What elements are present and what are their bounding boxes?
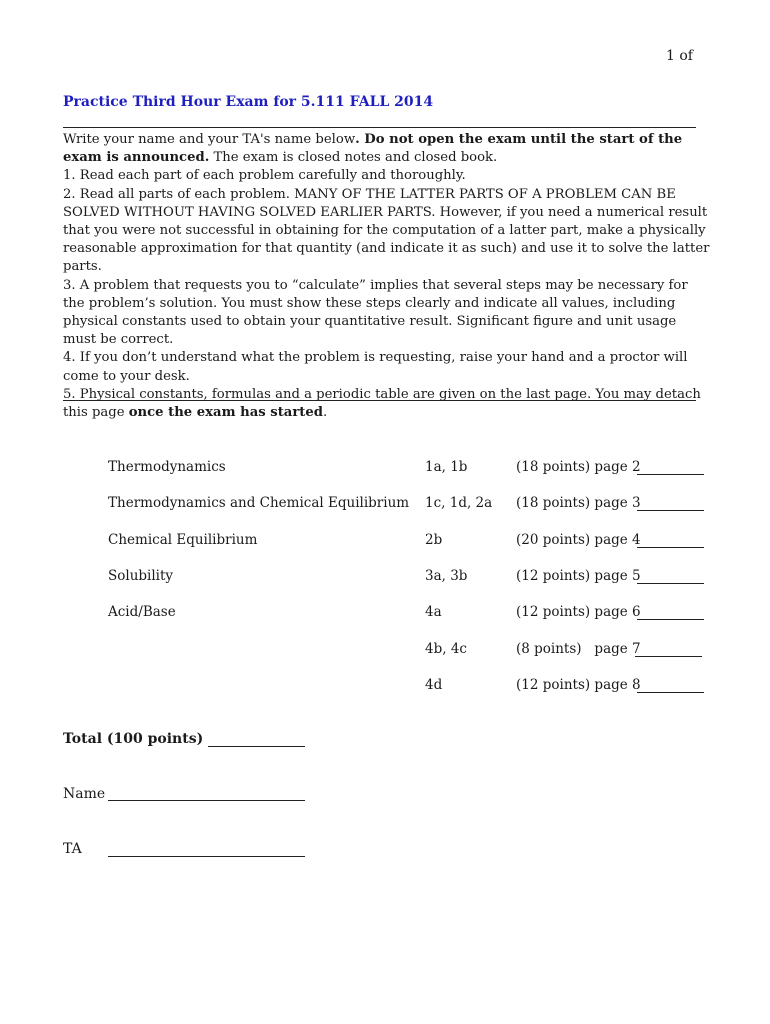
section-row-6 [0, 641, 770, 661]
score-blank[interactable] [637, 510, 704, 511]
section-score: (12 points) page 6 [516, 604, 641, 620]
section-row-3 [0, 532, 770, 552]
exam-title: Practice Third Hour Exam for 5.111 FALL 2014 [63, 94, 434, 110]
section-score: (20 points) page 4 [516, 532, 641, 548]
name-field[interactable] [108, 800, 305, 801]
section-score: (8 points) page 7 [516, 641, 641, 657]
section-topic: Solubility [108, 568, 174, 584]
instruction-item-5 [63, 386, 713, 422]
score-blank[interactable] [635, 656, 702, 657]
intro-tail: The exam is closed notes and closed book. [209, 150, 498, 166]
section-row-1 [0, 459, 770, 479]
section-topic: Chemical Equilibrium [108, 532, 258, 548]
top-rule [63, 127, 696, 128]
total-field[interactable] [208, 746, 305, 747]
section-score: (18 points) page 2 [516, 459, 641, 475]
total-label: Total (100 points) [63, 731, 204, 747]
section-parts: 1c, 1d, 2a [425, 495, 493, 511]
instruction-item-2: 2. Read all parts of each problem. MANY OF THE LATTER PARTS OF A PROBLEM CAN BE SOLVED WITHOUT HAVING SOLVED EARLIER PARTS. However, if you need a numerical result that you were not successful in obtaining for the computation of a latter part, make a physically reasonable approximation for that quantity (and indicate it as such) and use it to solve the latter parts. [63, 186, 710, 275]
section-parts: 1a, 1b [425, 459, 468, 475]
ta-field[interactable] [108, 856, 305, 857]
section-parts: 3a, 3b [425, 568, 468, 584]
section-topic: Thermodynamics [108, 459, 226, 475]
instruction-item-1: 1. Read each part of each problem carefully and thoroughly. [63, 168, 466, 184]
section-score: (12 points) page 5 [516, 568, 641, 584]
score-blank[interactable] [637, 547, 704, 548]
intro-bold: . Do not open the exam until the start of the exam is announced. [63, 132, 683, 166]
section-parts: 4a [425, 604, 442, 620]
score-blank[interactable] [637, 583, 704, 584]
intro-paragraph [63, 131, 713, 167]
instruction-item-4: 4. If you don’t understand what the problem is requesting, raise your hand and a proctor will come to your desk. [63, 350, 688, 384]
bottom-rule [63, 400, 696, 401]
section-row-7 [0, 677, 770, 697]
instruction-item-3: 3. A problem that requests you to “calculate” implies that several steps may be necessary for the problem’s solution. You must show these steps clearly and indicate all values, including physical constants used to obtain your quantitative result. Significant figure and unit usage must be correct. [63, 277, 688, 348]
item5-plain: 5. Physical constants, formulas and a periodic table are given on the last page. You may detach this page [63, 386, 701, 421]
section-parts: 4d [425, 677, 443, 693]
page-number: 1 of [666, 48, 693, 64]
section-parts: 4b, 4c [425, 641, 467, 657]
item5-bold: once the exam has started [128, 405, 323, 421]
section-topic: Thermodynamics and Chemical Equilibrium [108, 495, 410, 511]
item5-tail: . [322, 405, 328, 421]
name-label: Name [63, 786, 106, 802]
section-score: (18 points) page 3 [516, 495, 641, 511]
section-parts: 2b [425, 532, 443, 548]
section-row-5 [0, 604, 770, 624]
instructions [63, 131, 713, 422]
score-blank[interactable] [637, 692, 704, 693]
score-blank[interactable] [637, 474, 704, 475]
section-topic: Acid/Base [108, 604, 176, 620]
score-blank[interactable] [637, 619, 704, 620]
ta-label: TA [63, 841, 82, 857]
section-row-2 [0, 495, 770, 515]
section-row-4 [0, 568, 770, 588]
section-score: (12 points) page 8 [516, 677, 641, 693]
intro-plain: Write your name and your TA's name below [63, 132, 356, 147]
